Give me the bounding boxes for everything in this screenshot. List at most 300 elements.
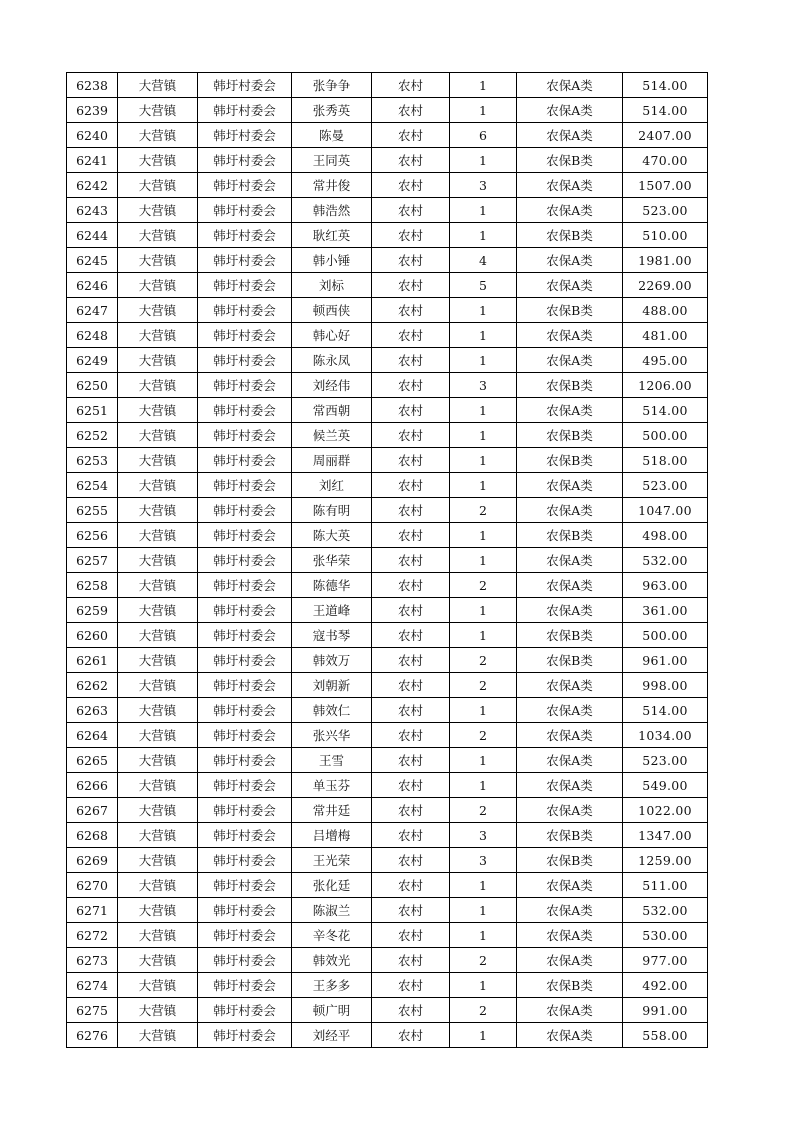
table-row	[67, 648, 708, 673]
cell-record-number: 6261	[67, 648, 118, 673]
cell-household-type: 农村	[372, 773, 450, 798]
cell-family-size: 5	[450, 273, 517, 298]
cell-family-size: 2	[450, 798, 517, 823]
cell-record-number: 6256	[67, 523, 118, 548]
cell-household-type: 农村	[372, 423, 450, 448]
cell-insurance-category: 农保B类	[517, 223, 623, 248]
cell-town-name: 大营镇	[118, 573, 198, 598]
cell-family-size: 1	[450, 448, 517, 473]
cell-amount: 1981.00	[623, 248, 708, 273]
cell-record-number: 6270	[67, 873, 118, 898]
cell-record-number: 6264	[67, 723, 118, 748]
cell-household-type: 农村	[372, 498, 450, 523]
cell-town-name: 大营镇	[118, 698, 198, 723]
cell-town-name: 大营镇	[118, 223, 198, 248]
cell-town-name: 大营镇	[118, 398, 198, 423]
cell-record-number: 6272	[67, 923, 118, 948]
cell-household-type: 农村	[372, 798, 450, 823]
cell-village-committee: 韩圩村委会	[198, 398, 292, 423]
cell-family-size: 6	[450, 123, 517, 148]
cell-amount: 523.00	[623, 198, 708, 223]
table-row	[67, 848, 708, 873]
cell-insurance-category: 农保A类	[517, 598, 623, 623]
cell-household-type: 农村	[372, 448, 450, 473]
cell-person-name: 王雪	[292, 748, 372, 773]
cell-household-type: 农村	[372, 1023, 450, 1048]
cell-record-number: 6252	[67, 423, 118, 448]
cell-family-size: 3	[450, 173, 517, 198]
cell-person-name: 刘经平	[292, 1023, 372, 1048]
table-row	[67, 448, 708, 473]
cell-town-name: 大营镇	[118, 548, 198, 573]
cell-insurance-category: 农保A类	[517, 273, 623, 298]
cell-amount: 2269.00	[623, 273, 708, 298]
cell-record-number: 6244	[67, 223, 118, 248]
table-row	[67, 698, 708, 723]
cell-amount: 514.00	[623, 698, 708, 723]
cell-village-committee: 韩圩村委会	[198, 873, 292, 898]
cell-town-name: 大营镇	[118, 323, 198, 348]
cell-village-committee: 韩圩村委会	[198, 723, 292, 748]
cell-insurance-category: 农保A类	[517, 573, 623, 598]
cell-amount: 998.00	[623, 673, 708, 698]
cell-person-name: 陈德华	[292, 573, 372, 598]
cell-amount: 532.00	[623, 898, 708, 923]
cell-town-name: 大营镇	[118, 248, 198, 273]
cell-record-number: 6243	[67, 198, 118, 223]
cell-amount: 492.00	[623, 973, 708, 998]
cell-village-committee: 韩圩村委会	[198, 898, 292, 923]
cell-insurance-category: 农保A类	[517, 1023, 623, 1048]
cell-record-number: 6265	[67, 748, 118, 773]
cell-insurance-category: 农保B类	[517, 448, 623, 473]
cell-household-type: 农村	[372, 748, 450, 773]
cell-record-number: 6241	[67, 148, 118, 173]
cell-town-name: 大营镇	[118, 798, 198, 823]
cell-person-name: 顿广明	[292, 998, 372, 1023]
cell-amount: 511.00	[623, 873, 708, 898]
cell-amount: 2407.00	[623, 123, 708, 148]
cell-village-committee: 韩圩村委会	[198, 848, 292, 873]
cell-person-name: 刘标	[292, 273, 372, 298]
cell-household-type: 农村	[372, 648, 450, 673]
cell-person-name: 张华荣	[292, 548, 372, 573]
cell-household-type: 农村	[372, 98, 450, 123]
table-row	[67, 73, 708, 98]
cell-amount: 963.00	[623, 573, 708, 598]
cell-record-number: 6255	[67, 498, 118, 523]
table-row	[67, 948, 708, 973]
cell-town-name: 大营镇	[118, 773, 198, 798]
cell-amount: 1507.00	[623, 173, 708, 198]
table-row	[67, 623, 708, 648]
cell-amount: 1347.00	[623, 823, 708, 848]
cell-town-name: 大营镇	[118, 473, 198, 498]
table-row	[67, 548, 708, 573]
cell-record-number: 6248	[67, 323, 118, 348]
cell-village-committee: 韩圩村委会	[198, 173, 292, 198]
cell-family-size: 1	[450, 348, 517, 373]
cell-town-name: 大营镇	[118, 998, 198, 1023]
cell-village-committee: 韩圩村委会	[198, 198, 292, 223]
cell-insurance-category: 农保A类	[517, 998, 623, 1023]
cell-insurance-category: 农保A类	[517, 348, 623, 373]
cell-amount: 514.00	[623, 98, 708, 123]
cell-village-committee: 韩圩村委会	[198, 598, 292, 623]
cell-amount: 514.00	[623, 398, 708, 423]
cell-village-committee: 韩圩村委会	[198, 823, 292, 848]
cell-village-committee: 韩圩村委会	[198, 73, 292, 98]
table-row	[67, 973, 708, 998]
cell-person-name: 周丽群	[292, 448, 372, 473]
cell-person-name: 张秀英	[292, 98, 372, 123]
cell-family-size: 2	[450, 948, 517, 973]
table-row	[67, 298, 708, 323]
cell-family-size: 1	[450, 473, 517, 498]
cell-family-size: 1	[450, 198, 517, 223]
cell-insurance-category: 农保A类	[517, 948, 623, 973]
cell-household-type: 农村	[372, 548, 450, 573]
cell-amount: 961.00	[623, 648, 708, 673]
cell-family-size: 2	[450, 723, 517, 748]
cell-person-name: 王光荣	[292, 848, 372, 873]
cell-town-name: 大营镇	[118, 848, 198, 873]
cell-person-name: 顿西侠	[292, 298, 372, 323]
cell-person-name: 韩浩然	[292, 198, 372, 223]
cell-village-committee: 韩圩村委会	[198, 323, 292, 348]
cell-record-number: 6260	[67, 623, 118, 648]
cell-record-number: 6242	[67, 173, 118, 198]
cell-village-committee: 韩圩村委会	[198, 223, 292, 248]
cell-family-size: 1	[450, 748, 517, 773]
table-row	[67, 498, 708, 523]
cell-insurance-category: 农保B类	[517, 373, 623, 398]
cell-household-type: 农村	[372, 223, 450, 248]
cell-household-type: 农村	[372, 698, 450, 723]
cell-household-type: 农村	[372, 473, 450, 498]
cell-insurance-category: 农保A类	[517, 73, 623, 98]
cell-record-number: 6257	[67, 548, 118, 573]
cell-amount: 1206.00	[623, 373, 708, 398]
cell-insurance-category: 农保A类	[517, 698, 623, 723]
cell-household-type: 农村	[372, 873, 450, 898]
cell-amount: 481.00	[623, 323, 708, 348]
cell-person-name: 韩效万	[292, 648, 372, 673]
cell-village-committee: 韩圩村委会	[198, 523, 292, 548]
cell-insurance-category: 农保A类	[517, 198, 623, 223]
cell-household-type: 农村	[372, 123, 450, 148]
cell-household-type: 农村	[372, 623, 450, 648]
table-row	[67, 898, 708, 923]
cell-village-committee: 韩圩村委会	[198, 423, 292, 448]
table-row	[67, 748, 708, 773]
cell-household-type: 农村	[372, 323, 450, 348]
table-row	[67, 348, 708, 373]
cell-town-name: 大营镇	[118, 898, 198, 923]
table-row	[67, 873, 708, 898]
cell-family-size: 3	[450, 848, 517, 873]
cell-town-name: 大营镇	[118, 823, 198, 848]
cell-insurance-category: 农保A类	[517, 673, 623, 698]
cell-family-size: 3	[450, 823, 517, 848]
cell-amount: 523.00	[623, 473, 708, 498]
cell-person-name: 韩心好	[292, 323, 372, 348]
cell-insurance-category: 农保A类	[517, 723, 623, 748]
cell-amount: 530.00	[623, 923, 708, 948]
cell-village-committee: 韩圩村委会	[198, 498, 292, 523]
table-row	[67, 998, 708, 1023]
cell-person-name: 常井俊	[292, 173, 372, 198]
table-row	[67, 573, 708, 598]
cell-village-committee: 韩圩村委会	[198, 373, 292, 398]
cell-amount: 523.00	[623, 748, 708, 773]
table-row	[67, 473, 708, 498]
table-row	[67, 223, 708, 248]
table-row	[67, 823, 708, 848]
cell-village-committee: 韩圩村委会	[198, 273, 292, 298]
cell-household-type: 农村	[372, 73, 450, 98]
cell-family-size: 2	[450, 673, 517, 698]
cell-village-committee: 韩圩村委会	[198, 773, 292, 798]
cell-insurance-category: 农保B类	[517, 423, 623, 448]
cell-family-size: 1	[450, 698, 517, 723]
cell-insurance-category: 农保B类	[517, 623, 623, 648]
cell-record-number: 6253	[67, 448, 118, 473]
table-row	[67, 423, 708, 448]
cell-person-name: 候兰英	[292, 423, 372, 448]
cell-town-name: 大营镇	[118, 598, 198, 623]
cell-record-number: 6274	[67, 973, 118, 998]
cell-person-name: 刘红	[292, 473, 372, 498]
cell-record-number: 6251	[67, 398, 118, 423]
cell-insurance-category: 农保A类	[517, 398, 623, 423]
cell-record-number: 6246	[67, 273, 118, 298]
cell-household-type: 农村	[372, 248, 450, 273]
cell-town-name: 大营镇	[118, 173, 198, 198]
cell-record-number: 6247	[67, 298, 118, 323]
cell-family-size: 2	[450, 498, 517, 523]
cell-family-size: 3	[450, 373, 517, 398]
cell-town-name: 大营镇	[118, 973, 198, 998]
cell-amount: 549.00	[623, 773, 708, 798]
cell-person-name: 王道峰	[292, 598, 372, 623]
cell-insurance-category: 农保A类	[517, 548, 623, 573]
cell-village-committee: 韩圩村委会	[198, 698, 292, 723]
cell-household-type: 农村	[372, 523, 450, 548]
cell-family-size: 1	[450, 98, 517, 123]
cell-family-size: 1	[450, 898, 517, 923]
cell-town-name: 大营镇	[118, 673, 198, 698]
cell-town-name: 大营镇	[118, 948, 198, 973]
cell-record-number: 6245	[67, 248, 118, 273]
cell-insurance-category: 农保B类	[517, 973, 623, 998]
cell-village-committee: 韩圩村委会	[198, 448, 292, 473]
cell-town-name: 大营镇	[118, 348, 198, 373]
cell-village-committee: 韩圩村委会	[198, 298, 292, 323]
cell-record-number: 6240	[67, 123, 118, 148]
cell-person-name: 陈有明	[292, 498, 372, 523]
cell-insurance-category: 农保A类	[517, 173, 623, 198]
cell-person-name: 韩效光	[292, 948, 372, 973]
cell-town-name: 大营镇	[118, 73, 198, 98]
cell-person-name: 张兴华	[292, 723, 372, 748]
cell-village-committee: 韩圩村委会	[198, 548, 292, 573]
cell-town-name: 大营镇	[118, 148, 198, 173]
cell-record-number: 6269	[67, 848, 118, 873]
cell-household-type: 农村	[372, 673, 450, 698]
cell-person-name: 常井廷	[292, 798, 372, 823]
cell-amount: 1047.00	[623, 498, 708, 523]
cell-town-name: 大营镇	[118, 748, 198, 773]
table-row	[67, 398, 708, 423]
cell-village-committee: 韩圩村委会	[198, 673, 292, 698]
cell-family-size: 1	[450, 223, 517, 248]
cell-family-size: 1	[450, 923, 517, 948]
cell-town-name: 大营镇	[118, 723, 198, 748]
cell-amount: 991.00	[623, 998, 708, 1023]
cell-household-type: 农村	[372, 898, 450, 923]
cell-family-size: 1	[450, 598, 517, 623]
cell-record-number: 6238	[67, 73, 118, 98]
cell-person-name: 刘经伟	[292, 373, 372, 398]
cell-town-name: 大营镇	[118, 298, 198, 323]
cell-record-number: 6250	[67, 373, 118, 398]
cell-insurance-category: 农保A类	[517, 748, 623, 773]
cell-family-size: 1	[450, 873, 517, 898]
cell-town-name: 大营镇	[118, 273, 198, 298]
cell-family-size: 1	[450, 148, 517, 173]
cell-insurance-category: 农保B类	[517, 298, 623, 323]
cell-record-number: 6254	[67, 473, 118, 498]
cell-insurance-category: 农保A类	[517, 498, 623, 523]
cell-person-name: 韩小锤	[292, 248, 372, 273]
cell-family-size: 1	[450, 398, 517, 423]
cell-insurance-category: 农保B类	[517, 823, 623, 848]
cell-village-committee: 韩圩村委会	[198, 1023, 292, 1048]
cell-amount: 510.00	[623, 223, 708, 248]
cell-insurance-category: 农保B类	[517, 648, 623, 673]
cell-town-name: 大营镇	[118, 423, 198, 448]
cell-town-name: 大营镇	[118, 198, 198, 223]
cell-village-committee: 韩圩村委会	[198, 148, 292, 173]
roster-body	[67, 73, 708, 1048]
cell-village-committee: 韩圩村委会	[198, 948, 292, 973]
cell-person-name: 陈永凤	[292, 348, 372, 373]
cell-amount: 500.00	[623, 623, 708, 648]
cell-insurance-category: 农保B类	[517, 848, 623, 873]
cell-insurance-category: 农保A类	[517, 773, 623, 798]
cell-village-committee: 韩圩村委会	[198, 623, 292, 648]
cell-record-number: 6258	[67, 573, 118, 598]
cell-amount: 1259.00	[623, 848, 708, 873]
cell-insurance-category: 农保A类	[517, 898, 623, 923]
cell-family-size: 1	[450, 298, 517, 323]
cell-family-size: 1	[450, 773, 517, 798]
cell-village-committee: 韩圩村委会	[198, 98, 292, 123]
cell-family-size: 1	[450, 623, 517, 648]
cell-amount: 532.00	[623, 548, 708, 573]
cell-insurance-category: 农保A类	[517, 98, 623, 123]
cell-insurance-category: 农保A类	[517, 323, 623, 348]
cell-record-number: 6262	[67, 673, 118, 698]
cell-person-name: 张争争	[292, 73, 372, 98]
cell-person-name: 耿红英	[292, 223, 372, 248]
cell-town-name: 大营镇	[118, 873, 198, 898]
cell-person-name: 王多多	[292, 973, 372, 998]
cell-amount: 514.00	[623, 73, 708, 98]
cell-household-type: 农村	[372, 373, 450, 398]
table-row	[67, 273, 708, 298]
cell-person-name: 吕增梅	[292, 823, 372, 848]
cell-household-type: 农村	[372, 823, 450, 848]
cell-amount: 1034.00	[623, 723, 708, 748]
table-row	[67, 773, 708, 798]
cell-person-name: 常西朝	[292, 398, 372, 423]
cell-person-name: 张化廷	[292, 873, 372, 898]
cell-amount: 518.00	[623, 448, 708, 473]
cell-family-size: 2	[450, 573, 517, 598]
cell-household-type: 农村	[372, 923, 450, 948]
cell-village-committee: 韩圩村委会	[198, 248, 292, 273]
cell-household-type: 农村	[372, 398, 450, 423]
cell-person-name: 陈大英	[292, 523, 372, 548]
cell-village-committee: 韩圩村委会	[198, 798, 292, 823]
cell-town-name: 大营镇	[118, 498, 198, 523]
cell-family-size: 1	[450, 973, 517, 998]
cell-amount: 977.00	[623, 948, 708, 973]
cell-insurance-category: 农保A类	[517, 923, 623, 948]
cell-amount: 495.00	[623, 348, 708, 373]
cell-amount: 488.00	[623, 298, 708, 323]
cell-record-number: 6268	[67, 823, 118, 848]
cell-town-name: 大营镇	[118, 1023, 198, 1048]
cell-town-name: 大营镇	[118, 448, 198, 473]
roster-table	[66, 72, 708, 1048]
cell-village-committee: 韩圩村委会	[198, 973, 292, 998]
table-row	[67, 173, 708, 198]
cell-village-committee: 韩圩村委会	[198, 748, 292, 773]
cell-insurance-category: 农保A类	[517, 123, 623, 148]
cell-household-type: 农村	[372, 573, 450, 598]
cell-village-committee: 韩圩村委会	[198, 123, 292, 148]
table-row	[67, 148, 708, 173]
cell-town-name: 大营镇	[118, 648, 198, 673]
cell-amount: 500.00	[623, 423, 708, 448]
cell-household-type: 农村	[372, 273, 450, 298]
cell-household-type: 农村	[372, 173, 450, 198]
cell-household-type: 农村	[372, 723, 450, 748]
cell-family-size: 1	[450, 423, 517, 448]
cell-record-number: 6267	[67, 798, 118, 823]
cell-town-name: 大营镇	[118, 623, 198, 648]
cell-family-size: 2	[450, 998, 517, 1023]
cell-insurance-category: 农保A类	[517, 248, 623, 273]
cell-household-type: 农村	[372, 948, 450, 973]
cell-person-name: 陈曼	[292, 123, 372, 148]
cell-family-size: 4	[450, 248, 517, 273]
table-row	[67, 323, 708, 348]
table-row	[67, 598, 708, 623]
cell-household-type: 农村	[372, 598, 450, 623]
cell-town-name: 大营镇	[118, 373, 198, 398]
cell-household-type: 农村	[372, 348, 450, 373]
cell-household-type: 农村	[372, 848, 450, 873]
cell-person-name: 寇书琴	[292, 623, 372, 648]
cell-amount: 361.00	[623, 598, 708, 623]
cell-family-size: 1	[450, 523, 517, 548]
table-row	[67, 523, 708, 548]
cell-village-committee: 韩圩村委会	[198, 923, 292, 948]
